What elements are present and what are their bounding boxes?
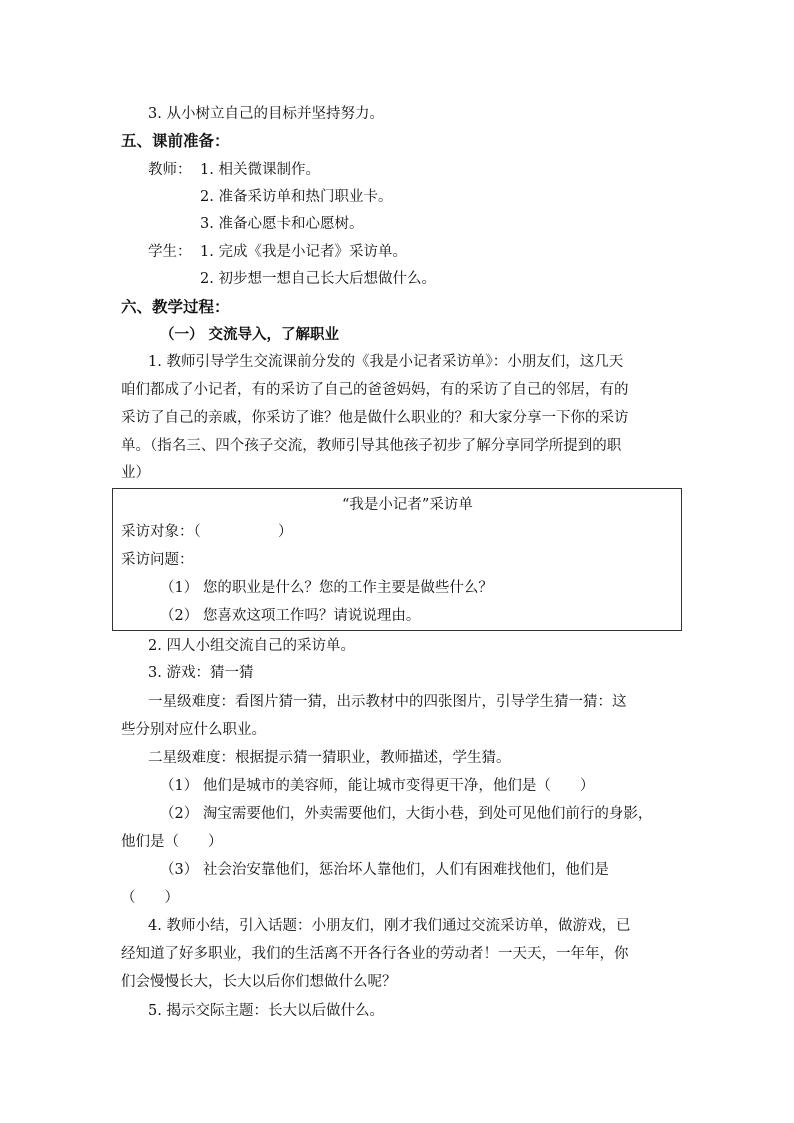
para-4-line-2: 经知道了好多职业，我们的生活离不开各行各业的劳动者！一天天，一年年，你 bbox=[121, 946, 629, 962]
para-1-line-5: 业） bbox=[121, 465, 150, 481]
interview-question-2: （2） 您喜欢这项工作吗？请说说理由。 bbox=[160, 608, 421, 624]
para-2: 2. 四人小组交流自己的采访单。 bbox=[148, 638, 355, 654]
clue-1: （1） 他们是城市的美容师，能让城市变得更干净，他们是（ ） bbox=[160, 778, 595, 794]
clue-2-line-2: 他们是（ ） bbox=[121, 834, 223, 850]
para-4-line-1: 4. 教师小结，引入话题：小朋友们，刚才我们通过交流采访单，做游戏，已 bbox=[148, 918, 631, 934]
interview-object-close: ） bbox=[278, 524, 293, 540]
student-item-1: 1. 完成《我是小记者》采访单。 bbox=[200, 244, 407, 260]
para-5: 5. 揭示交际主题：长大以后做什么。 bbox=[148, 1003, 384, 1019]
interview-question-1: （1） 您的职业是什么？您的工作主要是做些什么？ bbox=[160, 580, 493, 596]
goal-3: 3. 从小树立自己的目标并坚持努力。 bbox=[148, 106, 384, 122]
student-item-2: 2. 初步想一想自己长大后想做什么。 bbox=[200, 271, 436, 287]
subsection-1-heading: （一） 交流导入，了解职业 bbox=[160, 327, 340, 343]
para-1-line-1: 1. 教师引导学生交流课前分发的《我是小记者采访单》：小朋友们，这几天 bbox=[148, 354, 624, 370]
star2-line: 二星级难度：根据提示猜一猜职业，教师描述，学生猜。 bbox=[148, 750, 511, 766]
teacher-item-1: 1. 相关微课制作。 bbox=[200, 162, 320, 178]
para-1-line-3: 采访了自己的亲戚，你采访了谁？他是做什么职业的？和大家分享一下你的采访 bbox=[121, 410, 629, 426]
interview-object-label: 采访对象：（ bbox=[121, 524, 201, 540]
interview-form-title: “我是小记者”采访单 bbox=[342, 497, 473, 513]
para-1-line-4: 单。（指名三、四个孩子交流，教师引导其他孩子初步了解分享同学所提到的职 bbox=[121, 438, 622, 454]
star1-line-1: 一星级难度：看图片猜一猜，出示教材中的四张图片，引导学生猜一猜：这 bbox=[148, 694, 627, 710]
para-3: 3. 游戏：猜一猜 bbox=[148, 665, 254, 681]
para-1-line-2: 咱们都成了小记者，有的采访了自己的爸爸妈妈，有的采访了自己的邻居，有的 bbox=[121, 382, 629, 398]
section-5-heading: 五、课前准备： bbox=[121, 132, 230, 150]
clue-3-line-2: （ ） bbox=[121, 890, 179, 906]
teacher-label: 教师： bbox=[148, 162, 192, 178]
teacher-item-3: 3. 准备心愿卡和心愿树。 bbox=[200, 216, 364, 232]
interview-question-label: 采访问题： bbox=[121, 552, 194, 568]
clue-3-line-1: （3） 社会治安靠他们，惩治坏人靠他们，人们有困难找他们，他们是 bbox=[160, 862, 609, 878]
star1-line-2: 些分别对应什么职业。 bbox=[121, 722, 266, 738]
para-4-line-3: 们会慢慢长大，长大以后你们想做什么呢？ bbox=[121, 974, 397, 990]
clue-2-line-1: （2） 淘宝需要他们，外卖需要他们，大街小巷，到处可见他们前行的身影， bbox=[160, 806, 653, 822]
teacher-item-2: 2. 准备采访单和热门职业卡。 bbox=[200, 189, 393, 205]
section-6-heading: 六、教学过程： bbox=[121, 298, 230, 316]
student-label: 学生： bbox=[148, 244, 192, 260]
